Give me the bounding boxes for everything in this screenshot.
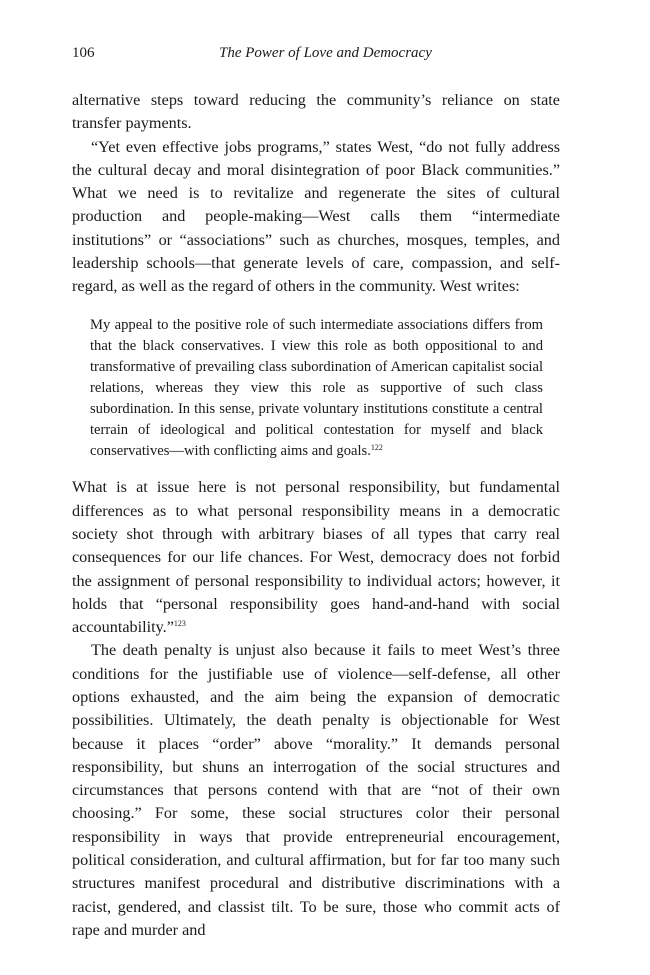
footnote-ref-123: 123 <box>173 619 186 629</box>
running-title: The Power of Love and Democracy <box>219 45 432 61</box>
paragraph-jobs-programs: “Yet even effective jobs programs,” states West, “do not fully address the cultural decay and moral disintegration of poor Black communities.” What we need is to revitalize and regenerate the sites of cultural production and people-making—West calls them “intermediate institutions” or “associations” such as churches, mosques, temples, and leadership schools—that generate levels of care, compassion, and self-regard, as well as the regard of others in the community. West writes: <box>72 137 560 296</box>
paragraph-continuation: alternative steps toward reducing the community’s reliance on state transfer payments. <box>72 91 560 133</box>
running-head <box>72 45 560 67</box>
block-quote <box>90 315 543 463</box>
paragraph-death-penalty: The death penalty is unjust also because it fails to meet West’s three conditions for the justifiable use of violence—self-defense, all other options exhausted, and the aim being the expansion of democratic possibilities. Ultimately, the death penalty is objectionable for West because it places “order” above “morality.” It demands personal responsibility, but shuns an interrogation of the social structures and circumstances that persons contend with that are “not of their own choosing.” For some, these social structures color their personal responsibility in ways that provide entrepreneurial encouragement, political consideration, and cultural affirmation, but for far too many such structures manifest procedural and distributive discriminations with a racist, gendered, and classist tilt. To be sure, those who commit acts of rape and murder and <box>72 641 560 939</box>
paragraph-personal-responsibility <box>72 476 560 639</box>
page-number: 106 <box>72 45 95 61</box>
paragraph-personal-responsibility-text: What is at issue here is not personal responsibility, but fundamental differences as to what personal responsibility means in a democratic society shot through with arbitrary biases of all types that carry real consequences for our life chances. For West, democracy does not forbid the assignment of personal responsibility to individual actors; however, it holds that “personal responsibility goes hand-and-hand with social accountability.” <box>72 478 560 637</box>
block-quote-text: My appeal to the positive role of such intermediate associations differs from that the black conservatives. I view this role as both oppositional to and transformative of prevailing class subordination of American capitalist social relations, whereas they view this role as supportive of such class subordination. In this sense, private voluntary institutions constitute a central terrain of ideological and political contestation for myself and black conservatives—with conflicting aims and goals. <box>90 316 543 460</box>
body-text <box>72 89 560 942</box>
footnote-ref-122: 122 <box>370 443 383 453</box>
